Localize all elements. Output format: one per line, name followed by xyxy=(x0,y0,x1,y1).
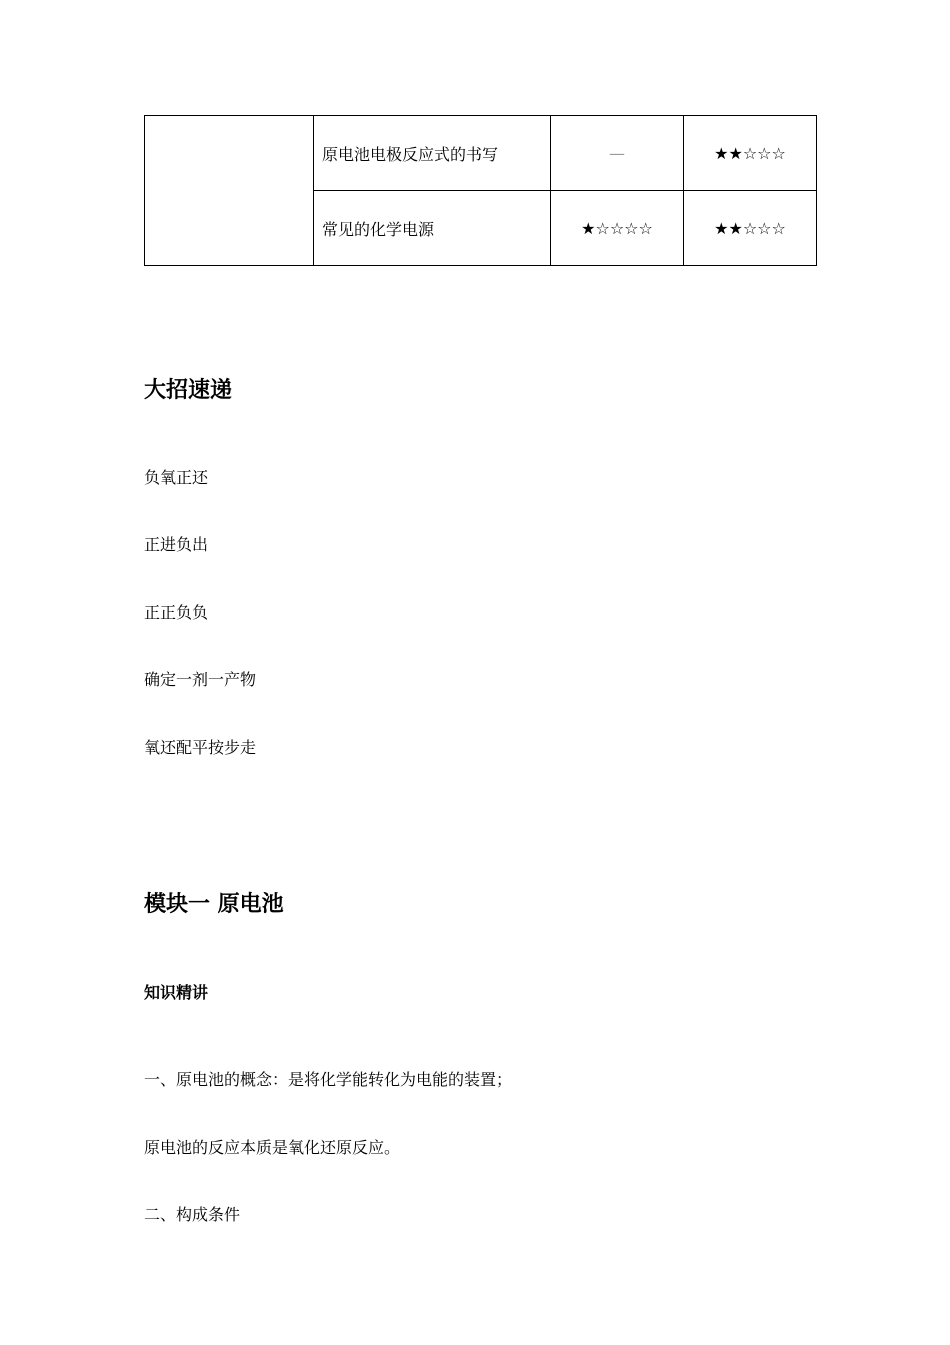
table-cell-topic: 原电池电极反应式的书写 xyxy=(314,116,551,191)
table-row xyxy=(145,116,817,191)
shortcut-line: 正正负负 xyxy=(144,603,209,622)
shortcut-line: 负氧正还 xyxy=(144,468,209,487)
body-paragraph: 二、构成条件 xyxy=(144,1205,241,1224)
module-subtitle: 知识精讲 xyxy=(144,983,209,1002)
topic-difficulty-table xyxy=(144,115,817,266)
table-cell-rating-b: ★★☆☆☆ xyxy=(684,116,817,191)
table-cell-rating-a: ★☆☆☆☆ xyxy=(551,191,684,266)
table-cell-rating-a: — xyxy=(551,116,684,191)
table-cell-rating-b: ★★☆☆☆ xyxy=(684,191,817,266)
module-title: 模块一 原电池 xyxy=(144,892,284,917)
shortcut-line: 确定一剂一产物 xyxy=(144,670,257,689)
shortcut-line: 正进负出 xyxy=(144,535,209,554)
section-title-shortcuts: 大招速递 xyxy=(144,378,233,403)
table-cell-topic: 常见的化学电源 xyxy=(314,191,551,266)
body-paragraph: 原电池的反应本质是氧化还原反应。 xyxy=(144,1138,401,1157)
shortcut-line: 氧还配平按步走 xyxy=(144,738,257,757)
merged-category-cell xyxy=(145,116,314,266)
body-paragraph: 一、原电池的概念：是将化学能转化为电能的装置； xyxy=(144,1070,513,1089)
